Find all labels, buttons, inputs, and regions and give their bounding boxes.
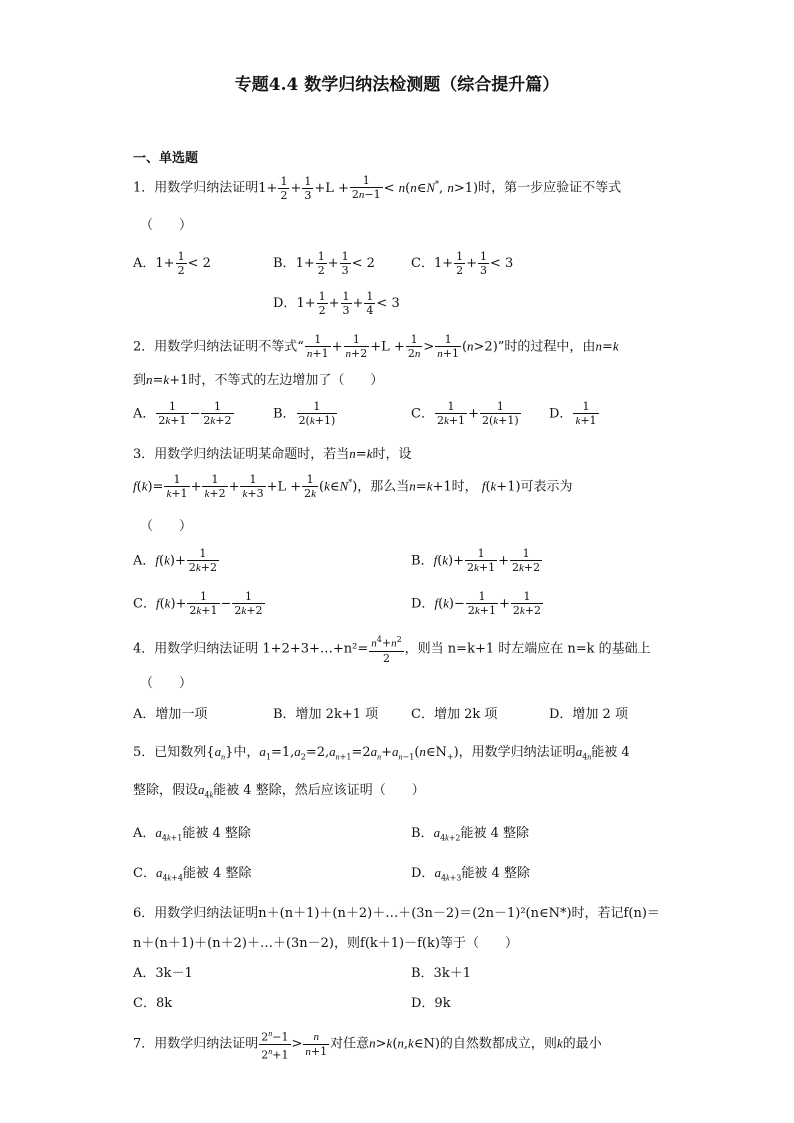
q1-paren: （ ） bbox=[140, 218, 193, 233]
q2-option-a: A． $\frac{1}{2k+1}$ − $\frac{1}{2k+2}$ bbox=[133, 400, 232, 427]
q6-option-d: D．9k bbox=[411, 996, 451, 1011]
q4-option-b: B．增加 2k+1 项 bbox=[273, 707, 379, 722]
q5-option-c: C．$a_{4k+4}$能被 4 整除 bbox=[133, 865, 252, 883]
q1-option-a: A．1+ $\frac{1}{2}$ < 2 bbox=[133, 250, 211, 277]
q6-option-a: A．3k－1 bbox=[133, 966, 193, 981]
q4-option-d: D．增加 2 项 bbox=[549, 707, 628, 722]
q2-option-d: D． $\frac{1}{k+1}$ bbox=[549, 400, 597, 427]
q2-option-c: C． $\frac{1}{2k+1}$ + $\frac{1}{2(k+1)}$ bbox=[411, 400, 519, 427]
q3-stem-formula: f(k)= $\frac{1}{k+1}$ + $\frac{1}{k+2}$ + $\frac{1}{k+3}$ +L + $\frac{1}{2k}$ (k∈N*)，那么当n=k+1时， f(k+1)可表示为 bbox=[133, 473, 573, 500]
q1-option-d: D．1+ $\frac{1}{2}$ + $\frac{1}{3}$ + $\frac{1}{4}$ < 3 bbox=[273, 290, 400, 317]
q5-stem-line2: 整除，假设$a_{4k}$能被 4 整除，然后应该证明（ ） bbox=[133, 782, 425, 800]
page-title: 专题4.4 数学归纳法检测题（综合提升篇） bbox=[234, 75, 560, 95]
q5-option-d: D．$a_{4k+3}$能被 4 整除 bbox=[411, 865, 530, 883]
q6-stem-line2: n＋(n＋1)＋(n＋2)＋…＋(3n－2)，则f(k＋1)－f(k)等于（ ） bbox=[133, 936, 518, 951]
q6-option-b: B．3k＋1 bbox=[411, 966, 471, 981]
q4-option-a: A．增加一项 bbox=[133, 707, 208, 722]
q3-option-a: A．f(k)+ $\frac{1}{2k+2}$ bbox=[133, 547, 217, 574]
q3-option-d: D．f(k)− $\frac{1}{2k+1}$ + $\frac{1}{2k+2}$ bbox=[411, 590, 542, 617]
q2-option-b: B． $\frac{1}{2(k+1)}$ bbox=[273, 400, 336, 427]
q4-stem: 4．用数学归纳法证明 1+2+3+…+n²= $\frac{n^4+n^2}{2}$ ，则当 n=k+1 时左端应在 n=k 的基础上 bbox=[133, 635, 651, 665]
q3-paren: （ ） bbox=[140, 519, 193, 534]
q6-stem: 6．用数学归纳法证明n＋(n＋1)＋(n＋2)＋…＋(3n－2)＝(2n－1)²(n∈N*)时，若记f(n)＝ bbox=[133, 906, 660, 921]
q2-stem: 2．用数学归纳法证明不等式“ $\frac{1}{n+1}$ + $\frac{1}{n+2}$ +L + $\frac{1}{2n}$ > $\frac{1}{n+1}$ (n>2)”时的过程中，由n=k bbox=[133, 333, 619, 360]
q3-option-c: C．f(k)+ $\frac{1}{2k+1}$ − $\frac{1}{2k+2}$ bbox=[133, 590, 263, 617]
q4-paren: （ ） bbox=[140, 676, 193, 691]
q1-option-c: C．1+ $\frac{1}{2}$ + $\frac{1}{3}$ < 3 bbox=[411, 250, 514, 277]
q3-option-b: B．f(k)+ $\frac{1}{2k+1}$ + $\frac{1}{2k+2}$ bbox=[411, 547, 541, 574]
q5-option-b: B．$a_{4k+2}$能被 4 整除 bbox=[411, 825, 530, 843]
q1-option-b: B．1+ $\frac{1}{2}$ + $\frac{1}{3}$ < 2 bbox=[273, 250, 375, 277]
q7-stem: 7．用数学归纳法证明 $\frac{2^n-1}{2^n+1}$ > $\frac{n}{n+1}$ 对任意n>k(n,k∈N)的自然数都成立，则k的最小 bbox=[133, 1029, 602, 1062]
q1-stem: 1．用数学归纳法证明1+ $\frac{1}{2}$ + $\frac{1}{3}$ +L + $\frac{1}{2n-1}$ < n(n∈N*, n>1)时，第一步应验证不等式 bbox=[133, 174, 622, 202]
section-heading: 一、单选题 bbox=[133, 151, 199, 166]
q5-option-a: A．$a_{4k+1}$能被 4 整除 bbox=[133, 825, 251, 843]
q1-formula: 1+ $\frac{1}{2}$ + $\frac{1}{3}$ +L + $\frac{1}{2n-1}$ < n(n∈N*, n>1) bbox=[258, 174, 479, 202]
q5-stem: 5．已知数列$\{a_n\}$中，$a_1=1,a_2=2,a_{n+1}=2a_n+a_{n-1}(n\in N_+)$，用数学归纳法证明$a_{4n}$能被 4 bbox=[133, 744, 630, 762]
q2-stem-line2: 到n=k+1时，不等式的左边增加了（ ） bbox=[133, 372, 384, 388]
q3-stem: 3．用数学归纳法证明某命题时，若当n=k时，设 bbox=[133, 446, 412, 462]
q6-option-c: C．8k bbox=[133, 996, 173, 1011]
q4-option-c: C．增加 2k 项 bbox=[411, 707, 498, 722]
